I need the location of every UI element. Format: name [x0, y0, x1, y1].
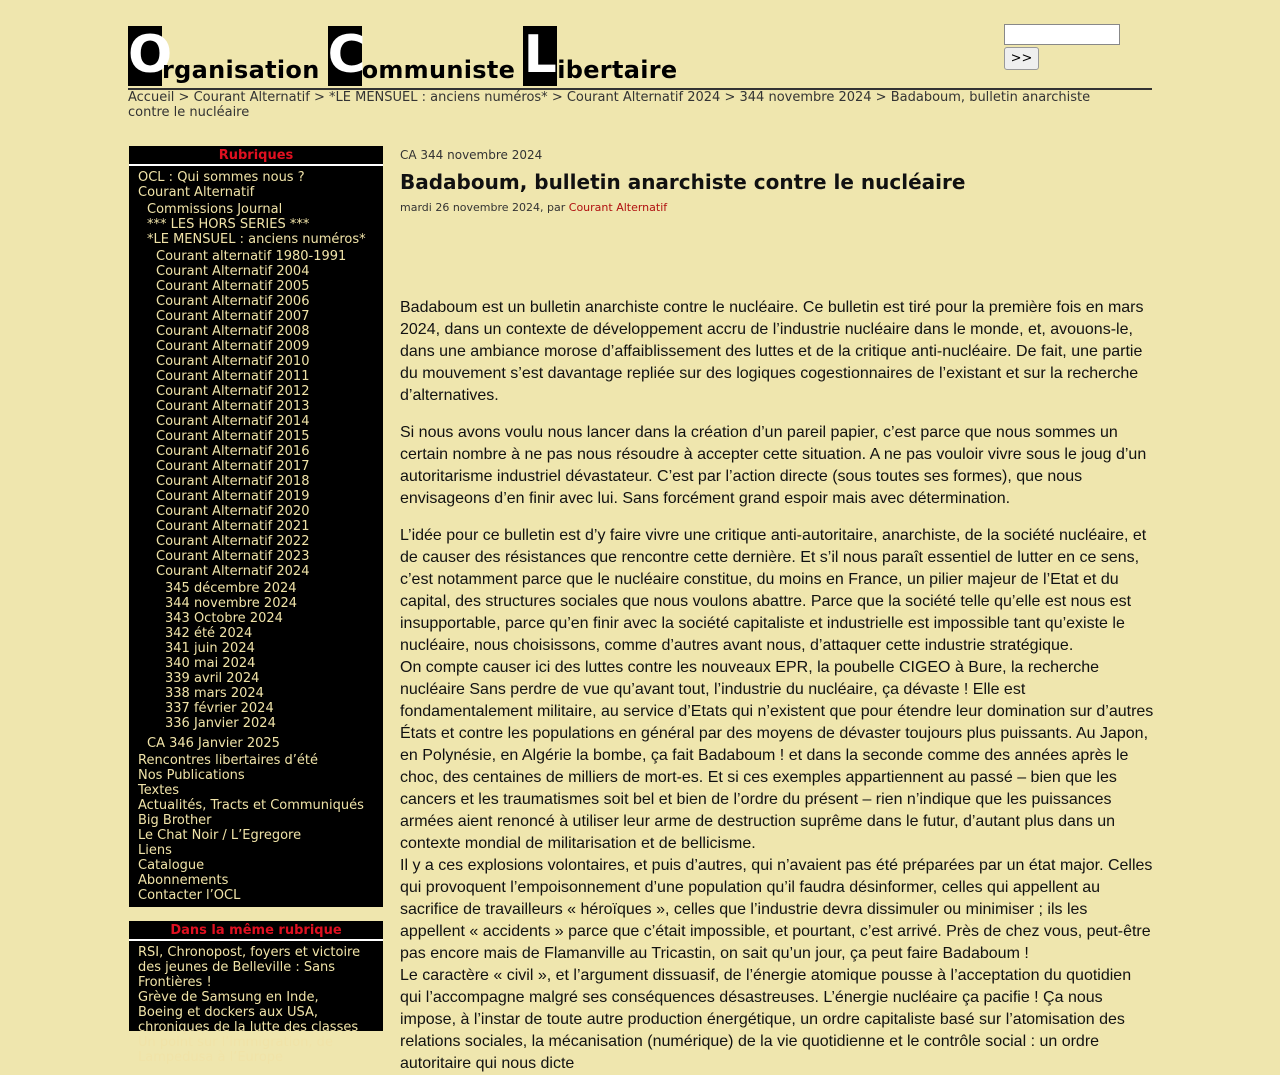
breadcrumb-item[interactable]: Courant Alternatif 2024 [566, 90, 721, 105]
article-author-link[interactable]: Courant Alternatif [568, 201, 668, 214]
article-body [400, 297, 1155, 1075]
sidebar-item[interactable]: *** LES HORS SERIES *** [147, 217, 310, 232]
search-form [1004, 24, 1120, 70]
article-meta [400, 201, 1155, 215]
sidebar-item[interactable]: Courant Alternatif 2015 [156, 429, 310, 444]
breadcrumb-item[interactable]: Courant Alternatif [193, 90, 310, 105]
article-paragraph: L’idée pour ce bulletin est d’y faire vivre une critique anti-autoritaire, anarchiste, de la société nucléaire, et de causer des résistances que rencontre cette dernière. Et s’il nous paraît essentiel de lutter en ce sens, c’est notamment parce que le nucléaire constitue, du moins en France, un pilier majeur de l’Etat et du capital, des structures sociales que nous voulons abattre. Parce que la société telle qu’elle est nous est insupportable, parce qu’en finir avec la société capitaliste et industrielle est impossible tant qu’existe le nucléaire, nous choisissons, comme d’autres avant nous, d’attaquer cette industrie stratégique. [400, 527, 1147, 654]
sidebar-item[interactable]: 341 juin 2024 [165, 641, 255, 656]
article [400, 147, 1155, 1075]
breadcrumb-separator: > [720, 90, 740, 105]
breadcrumb-item[interactable]: Accueil [128, 90, 175, 105]
sidebar-item[interactable]: 342 été 2024 [165, 626, 253, 641]
same-rubrique-title: Dans la même rubrique [129, 921, 383, 941]
sidebar-item[interactable]: Big Brother [138, 813, 212, 828]
article-paragraph: Badaboum est un bulletin anarchiste contre le nucléaire. Ce bulletin est tiré pour la première fois en mars 2024, dans un contexte de développement accru de l’industrie nucléaire dans le monde, et, avouons-le, dans une ambiance morose d’affaiblissement des luttes et de la critique anti-nucléaire. De fait, une partie du mouvement s’est davantage repliée sur des logiques cogestionnaires de l’existant et sur la recherche d’alternatives. [400, 299, 1144, 404]
logo-initial: O [128, 25, 173, 85]
same-rubrique-item[interactable]: RSI, Chronopost, foyers et victoire des jeunes de Belleville : Sans Frontières ! [138, 945, 361, 990]
sidebar-item[interactable]: Courant Alternatif 2010 [156, 354, 310, 369]
sidebar-item[interactable]: Actualités, Tracts et Communiqués [138, 798, 364, 813]
sidebar-item[interactable]: CA 346 Janvier 2025 [147, 736, 280, 751]
sidebar-item[interactable]: Courant Alternatif 2011 [156, 369, 310, 384]
sidebar-item[interactable]: Courant Alternatif 2018 [156, 474, 310, 489]
rubriques-title: Rubriques [129, 146, 383, 166]
sidebar-item[interactable]: Courant Alternatif 2020 [156, 504, 310, 519]
site-logo[interactable] [128, 24, 685, 86]
sidebar-item[interactable]: Rencontres libertaires d’été [138, 753, 319, 768]
logo-word [328, 26, 516, 86]
sidebar-item[interactable]: Courant Alternatif 2009 [156, 339, 310, 354]
breadcrumb-item[interactable]: *LE MENSUEL : anciens numéros* [329, 90, 548, 105]
sidebar-item[interactable]: Courant Alternatif 2004 [156, 264, 310, 279]
same-rubrique-item[interactable]: Grève de Samsung en Inde, [138, 990, 319, 1005]
same-rubrique-item[interactable]: Un point sur l’immigration, de Lampedusa à l’Europe [138, 1035, 333, 1065]
sidebar-item[interactable]: Courant Alternatif 2008 [156, 324, 310, 339]
same-rubrique-item[interactable]: Boeing et dockers aux USA, [138, 1005, 319, 1020]
search-submit-button[interactable]: >> [1004, 47, 1039, 70]
sidebar-item[interactable]: 339 avril 2024 [165, 671, 260, 686]
logo-initial: L [523, 25, 557, 85]
sidebar-item[interactable]: Textes [138, 783, 180, 798]
sidebar-item[interactable]: Courant Alternatif 2016 [156, 444, 310, 459]
sidebar-item[interactable]: Courant Alternatif 2023 [156, 549, 310, 564]
article-title: Badaboum, bulletin anarchiste contre le nucléaire [400, 170, 966, 194]
rubriques-box [129, 146, 383, 907]
sidebar-item[interactable]: OCL : Qui sommes nous ? [138, 170, 305, 185]
sidebar-item[interactable]: Abonnements [138, 873, 229, 888]
sidebar-item[interactable]: Courant Alternatif 2019 [156, 489, 310, 504]
logo-text: ommuniste [361, 56, 516, 84]
sidebar-item[interactable]: *LE MENSUEL : anciens numéros* [147, 232, 366, 247]
logo-word [128, 26, 320, 86]
breadcrumb-item: Badaboum, bulletin anarchiste contre le nucléaire [128, 90, 1091, 120]
sidebar-item[interactable]: 343 Octobre 2024 [165, 611, 283, 626]
sidebar-item[interactable]: Nos Publications [138, 768, 245, 783]
sidebar-item[interactable]: Courant Alternatif 2021 [156, 519, 310, 534]
breadcrumb-separator: > [871, 90, 891, 105]
sidebar-item[interactable]: Courant Alternatif [138, 185, 255, 200]
sidebar-item[interactable]: Courant Alternatif 2012 [156, 384, 310, 399]
breadcrumb [128, 90, 1128, 120]
sidebar-item[interactable]: 336 Janvier 2024 [165, 716, 276, 731]
sidebar-item[interactable]: 344 novembre 2024 [165, 596, 298, 611]
article-paragraph: Si nous avons voulu nous lancer dans la création d’un pareil papier, c’est parce que nous sommes un certain nombre à ne pas nous résoudre à accepter cette situation. A ne pas vouloir vivre sous le joug d’un autoritarisme industriel dévastateur. C’est par l’action directe (sous toutes ses formes), que nous envisageons d’en finir avec lui. Sans forcément grand espoir mais avec détermination. [400, 424, 1147, 507]
sidebar-item[interactable]: Courant Alternatif 2013 [156, 399, 310, 414]
rubriques-list [129, 166, 383, 907]
sidebar-item[interactable]: 337 février 2024 [165, 701, 274, 716]
sidebar-item[interactable]: Courant Alternatif 2017 [156, 459, 310, 474]
article-date: mardi 26 novembre 2024, par [400, 201, 569, 214]
breadcrumb-separator: > [547, 90, 567, 105]
sidebar-item[interactable]: Courant alternatif 1980-1991 [156, 249, 347, 264]
sidebar-item[interactable]: Courant Alternatif 2014 [156, 414, 310, 429]
sidebar-item[interactable]: 340 mai 2024 [165, 656, 256, 671]
sidebar-item[interactable]: 345 décembre 2024 [165, 581, 297, 596]
sidebar-item[interactable]: 338 mars 2024 [165, 686, 264, 701]
logo-text: rganisation [162, 56, 320, 84]
sidebar-item[interactable]: Catalogue [138, 858, 205, 873]
sidebar-item[interactable]: Commissions Journal [147, 202, 283, 217]
sidebar-item[interactable]: Le Chat Noir / L’Egregore [138, 828, 302, 843]
logo-initial: C [327, 25, 366, 85]
same-rubrique-list [129, 941, 383, 1065]
sidebar-item[interactable]: Contacter l’OCL [138, 888, 241, 903]
article-kicker[interactable]: CA 344 novembre 2024 [400, 148, 543, 162]
breadcrumb-separator: > [174, 90, 194, 105]
sidebar-item[interactable]: Courant Alternatif 2024 [156, 564, 310, 579]
logo-word [523, 26, 677, 86]
same-rubrique-item[interactable]: chroniques de la lutte des classes [138, 1020, 359, 1035]
article-paragraph: On compte causer ici des luttes contre les nouveaux EPR, la poubelle CIGEO à Bure, la recherche nucléaire Sans perdre de vue qu’avant tout, l’industrie du nucléaire, ça dévaste ! Elle est fondamentalement militaire, au service d’Etats qui n’existent que pour étendre leur domination sur d’autres États et contre les populations en général par des moyens de dévaster toujours plus puissants. Au Japon, en Polynésie, en Algérie la bombe, ça fait Badaboum ! et dans la seconde comme des années après le choc, des centaines de milliers de mort-es. Et si ces exemples appartiennent au passé – bien que les cancers et les traumatismes soit bel et bien de l’ordre du présent – rien n’indique que les puissances armées aient renoncé à utiliser leur arme de destruction suprême dans le futur, d’autant plus dans un contexte mondial de militarisation et de bellicisme. [400, 659, 1154, 852]
sidebar-item[interactable]: Courant Alternatif 2007 [156, 309, 310, 324]
sidebar-item[interactable]: Liens [138, 843, 172, 858]
article-paragraph: Il y a ces explosions volontaires, et puis d’autres, qui n’avaient pas été préparées par un état major. Celles qui provoquent l’empoisonnement d’une population qu’il faudra désinformer, celles qui appellent au sacrifice de travailleurs « héroïques », celles que l’industrie devra dissimuler ou minimiser ; ils les appellent « accidents » parce que c’était impossible, et pourtant, c’est arrivé. Près de chez vous, peut-être pas encore mais de Flamanville au Tricastin, on sait qu’un jour, ça peut faire Badaboum ! [400, 857, 1153, 962]
article-paragraph: Le caractère « civil », et l’argument dissuasif, de l’énergie atomique pousse à l’acceptation du quotidien qui l’accompagne malgré ses conséquences désastreuses. L’énergie nucléaire ça pacifie ! Ça nous impose, à l’instar de toute autre production énergétique, un ordre capitaliste basé sur l’atomisation des relations sociales, la mécanisation (numérique) de la vie quotidienne et le contrôle social : un ordre autoritaire qui nous dicte [400, 967, 1132, 1072]
search-input[interactable] [1004, 24, 1120, 45]
sidebar-item[interactable]: Courant Alternatif 2006 [156, 294, 310, 309]
breadcrumb-item[interactable]: 344 novembre 2024 [739, 90, 872, 105]
same-rubrique-box [129, 921, 383, 1065]
breadcrumb-separator: > [309, 90, 330, 105]
sidebar-item[interactable]: Courant Alternatif 2005 [156, 279, 310, 294]
sidebar-item[interactable]: Courant Alternatif 2022 [156, 534, 310, 549]
logo-text: ibertaire [557, 56, 678, 84]
